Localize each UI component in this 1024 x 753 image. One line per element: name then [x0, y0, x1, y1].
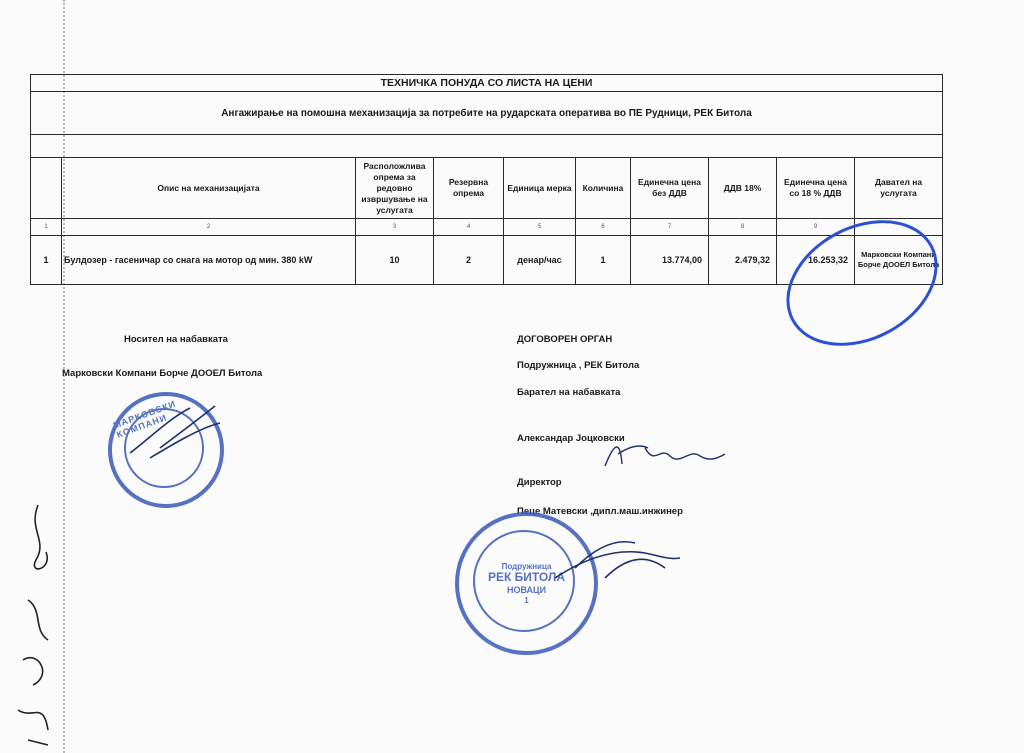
row-available: 10 [356, 236, 434, 285]
director-name: Пеце Матевски ,дипл.маш.инжинер [517, 506, 683, 517]
header-cell: Единечна цена без ДДВ [631, 158, 709, 219]
director-signature [545, 528, 685, 598]
blank-row [31, 135, 943, 158]
supplier-signature [120, 398, 230, 468]
supplier-label: Носител на набавката [124, 334, 228, 345]
header-cell: Единечна цена со 18 % ДДВ [777, 158, 855, 219]
table-subtitle: Ангажирање на помошна механизација за потребите на рударската оператива во ПЕ Рудници, РЕК Битола [31, 92, 943, 135]
stamp-ring-text: МАРКОВСКИ КОМПАНИ [111, 398, 178, 440]
row-provider: Марковски Компани Борче ДООЕЛ Битола [855, 236, 943, 285]
stamp-line-3: НОВАЦИ [506, 585, 547, 596]
column-number: 9 [777, 219, 855, 236]
header-cell: Резервна опрема [434, 158, 504, 219]
column-number: 1 [31, 219, 62, 236]
row-quantity: 1 [576, 236, 631, 285]
requester-name: Александар Јоцковски [517, 433, 625, 444]
column-number: 8 [709, 219, 777, 236]
director-label: Директор [517, 477, 562, 488]
header-cell: Единица мерка [504, 158, 576, 219]
contracting-authority-label: ДОГОВОРЕН ОРГАН [517, 334, 613, 345]
row-vat: 2.479,32 [709, 236, 777, 285]
row-reserve: 2 [434, 236, 504, 285]
column-number: 5 [504, 219, 576, 236]
row-price-no-vat: 13.774,00 [631, 236, 709, 285]
column-number: 3 [356, 219, 434, 236]
authority-unit: Подружница , РЕК Битола [517, 360, 640, 371]
column-number-row [31, 219, 943, 236]
row-description: Булдозер - гасеничар со снага на мотор од мин. 380 kW [62, 236, 356, 285]
header-cell: Опис на механизацијата [62, 158, 356, 219]
requester-signature [600, 436, 730, 476]
stamp-line-4: 1 [524, 595, 529, 605]
header-cell [31, 158, 62, 219]
requester-label: Барател на набавката [517, 387, 621, 398]
column-number: 7 [631, 219, 709, 236]
header-cell: Расположлива опрема за редовно извршување на услугата [356, 158, 434, 219]
header-cell: Количина [576, 158, 631, 219]
stamp-line-2: РЕК БИТОЛА [487, 570, 566, 585]
table-title: ТЕХНИЧКА ПОНУДА СО ЛИСТА НА ЦЕНИ [31, 75, 943, 92]
stamp-line-1: Подружница [501, 562, 552, 572]
header-row [31, 158, 943, 219]
row-price-with-vat: 16.253,32 [777, 236, 855, 285]
header-cell: Давател на услугата [855, 158, 943, 219]
row-unit: денар/час [504, 236, 576, 285]
column-number: 4 [434, 219, 504, 236]
header-cell: ДДВ 18% [709, 158, 777, 219]
column-number: 2 [62, 219, 356, 236]
supplier-company: Марковски Компани Борче ДООЕЛ Битола [62, 368, 263, 379]
row-number: 1 [31, 236, 62, 285]
column-number: 6 [576, 219, 631, 236]
margin-initials [8, 500, 68, 750]
